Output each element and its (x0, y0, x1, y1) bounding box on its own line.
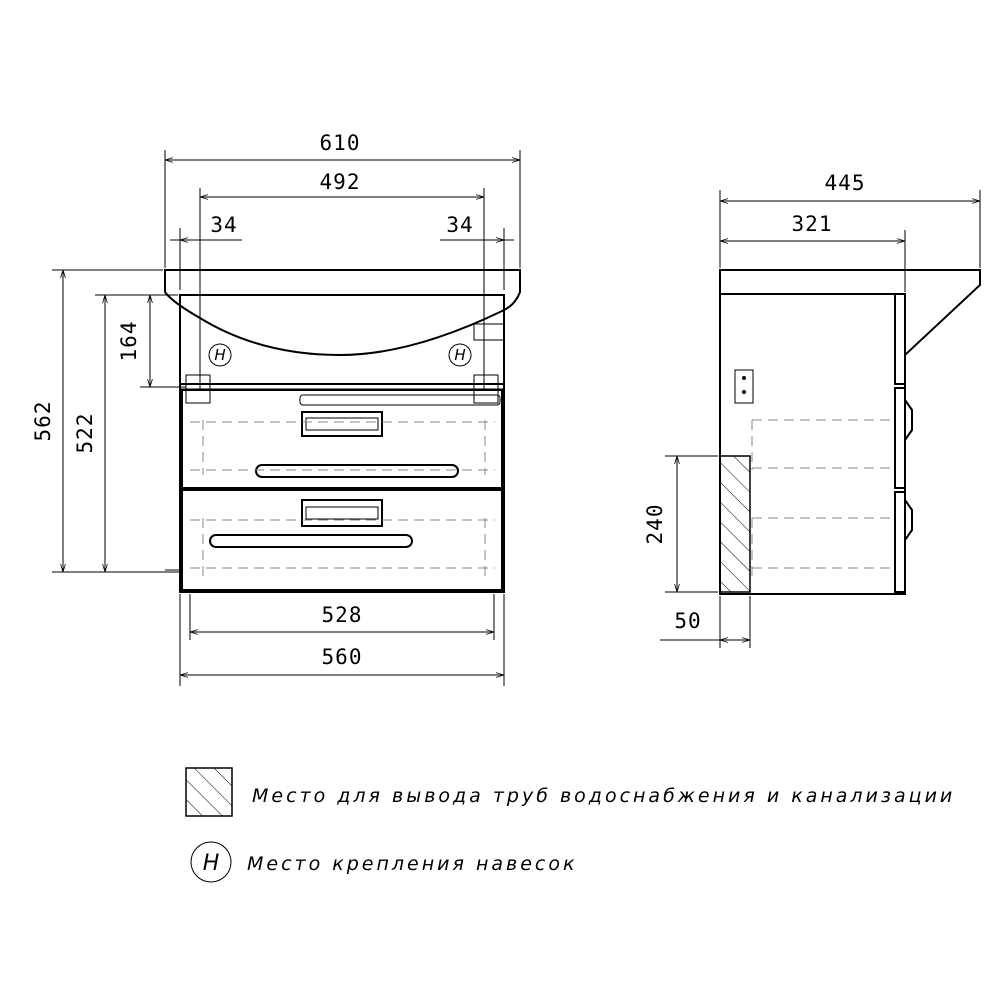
drawer-upper-handle (302, 412, 382, 436)
svg-text:240: 240 (643, 503, 667, 545)
legend-mount-label: Место крепления навесок (247, 853, 578, 875)
wall-bracket (735, 370, 753, 403)
dim-50 (660, 609, 750, 640)
svg-text:522: 522 (73, 412, 97, 454)
svg-text:H: H (454, 346, 466, 364)
legend-pipes-label: Место для вывода труб водоснабжения и канализации (252, 785, 956, 807)
svg-text:560: 560 (321, 645, 363, 669)
pipe-outlet-zone (720, 456, 750, 592)
dim-560 (180, 645, 504, 675)
hatch-swatch (186, 768, 232, 816)
svg-text:H: H (202, 851, 220, 876)
legend (186, 768, 955, 882)
mount-point-right (449, 344, 471, 366)
svg-text:34: 34 (446, 213, 474, 237)
svg-text:H: H (214, 346, 226, 364)
svg-text:562: 562 (31, 400, 55, 442)
svg-text:610: 610 (319, 131, 361, 155)
dim-321 (720, 212, 905, 241)
countertop (165, 270, 520, 355)
legend-pipes (186, 768, 955, 816)
side-view (643, 171, 980, 648)
drawer-lower-handle (302, 500, 382, 526)
legend-mount (191, 842, 577, 882)
front-view (31, 131, 520, 686)
svg-text:164: 164 (117, 320, 141, 362)
dim-522 (73, 295, 105, 572)
side-countertop (720, 270, 980, 355)
dim-610 (165, 131, 520, 160)
dim-240 (643, 456, 677, 592)
svg-text:445: 445 (824, 171, 866, 195)
svg-text:50: 50 (674, 609, 702, 633)
svg-text:492: 492 (319, 170, 361, 194)
drawer-lower (182, 490, 502, 590)
dim-34-right (440, 213, 514, 240)
dim-34-left (170, 213, 242, 240)
dim-562 (31, 270, 63, 572)
dim-528 (190, 603, 494, 632)
dim-445 (720, 171, 980, 201)
svg-text:528: 528 (321, 603, 363, 627)
svg-text:321: 321 (791, 212, 833, 236)
svg-text:34: 34 (210, 213, 238, 237)
dim-164 (117, 295, 150, 387)
dim-492 (200, 170, 484, 197)
mount-point-left (209, 344, 231, 366)
